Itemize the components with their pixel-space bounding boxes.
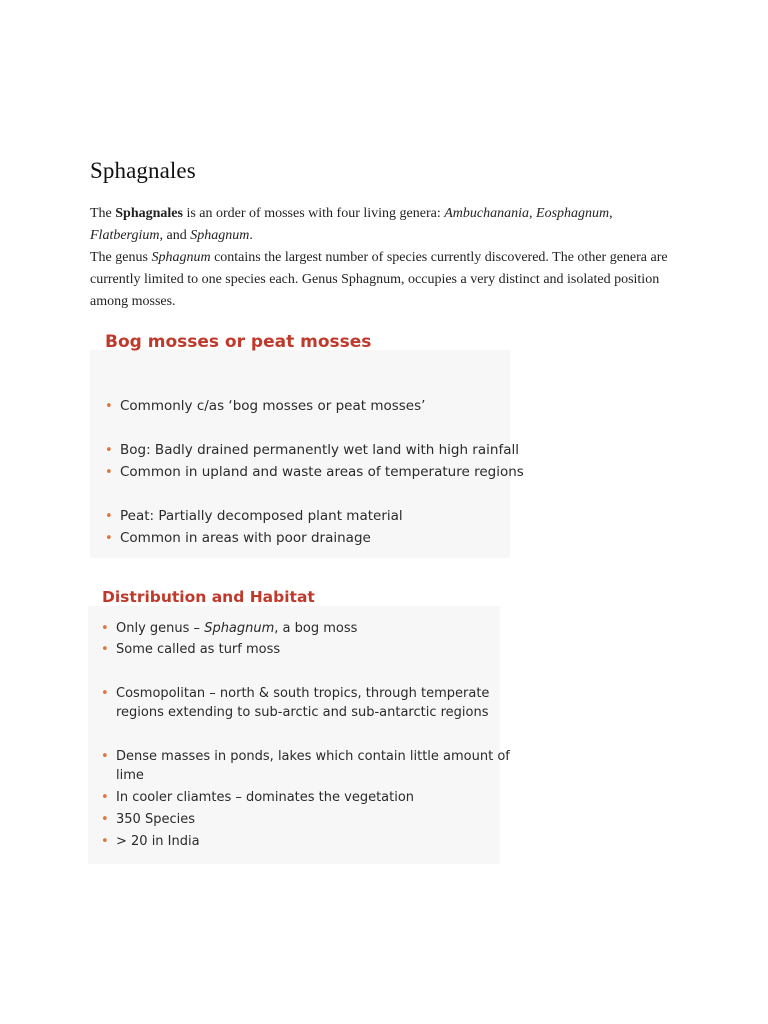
bullet-dot-icon: • (105, 399, 113, 414)
bullet-dot-icon: • (105, 443, 113, 458)
bullet-dot-icon: • (105, 531, 113, 546)
bullet-dot-icon: • (101, 790, 109, 805)
intro-paragraph-1: The Sphagnales is an order of mosses with four living genera: Ambuchanania, Eosphagnum, Flatbergium, and Sphagnum. (90, 206, 613, 243)
bullet-item: • Common in upland and waste areas of temperature regions (105, 464, 524, 480)
bullet-dot-icon: • (105, 509, 113, 524)
bullet-item: • Bog: Badly drained permanently wet land with high rainfall (105, 442, 519, 458)
slide-distribution-habitat (88, 582, 510, 864)
bullet-dot-icon: • (101, 642, 109, 657)
slide-title: Bog mosses or peat mosses (105, 332, 372, 352)
bullet-dot-icon: • (101, 834, 109, 849)
genus-eosphagnum: Eosphagnum (536, 206, 610, 221)
slide-title: Distribution and Habitat (102, 588, 315, 606)
bullet-item: • > 20 in India (101, 834, 200, 849)
bullet-item: • Some called as turf moss (101, 642, 281, 657)
bullet-item: • Common in areas with poor drainage (105, 530, 371, 546)
bullet-item: • Peat: Partially decomposed plant material (105, 508, 403, 524)
bullet-item: • Dense masses in ponds, lakes which contain little amount of lime (101, 749, 510, 783)
intro-text (90, 203, 680, 313)
bullet-item: • Only genus – Sphagnum, a bog moss (101, 621, 358, 636)
bullet-dot-icon: • (101, 686, 109, 701)
bullet-dot-icon: • (101, 812, 109, 827)
genus-sphagnum-2: Sphagnum (151, 250, 211, 265)
bullet-item: • Commonly c/as ‘bog mosses or peat mosses’ (105, 398, 426, 414)
bullet-dot-icon: • (101, 621, 109, 636)
genus-ambuchanania: Ambuchanania (444, 206, 530, 221)
genus-flatbergium: Flatbergium (90, 228, 160, 243)
bullet-item: • 350 Species (101, 812, 195, 827)
term-sphagnales: Sphagnales (115, 206, 183, 221)
bullet-dot-icon: • (101, 749, 109, 764)
slide-bog-mosses (90, 326, 524, 558)
bullet-item: • Cosmopolitan – north & south tropics, through temperate regions extending to sub-arctic and sub-antarctic regions (101, 686, 490, 720)
bullet-dot-icon: • (105, 465, 113, 480)
intro-paragraph-2: The genus Sphagnum contains the largest number of species currently discovered. The other genera are currently limited to one species each. Genus Sphagnum, occupies a very distinct and isolated position among mosses. (90, 250, 668, 309)
page-title: Sphagnales (90, 158, 196, 183)
genus-sphagnum: Sphagnum (190, 228, 250, 243)
bullet-item: • In cooler cliamtes – dominates the vegetation (101, 790, 415, 805)
